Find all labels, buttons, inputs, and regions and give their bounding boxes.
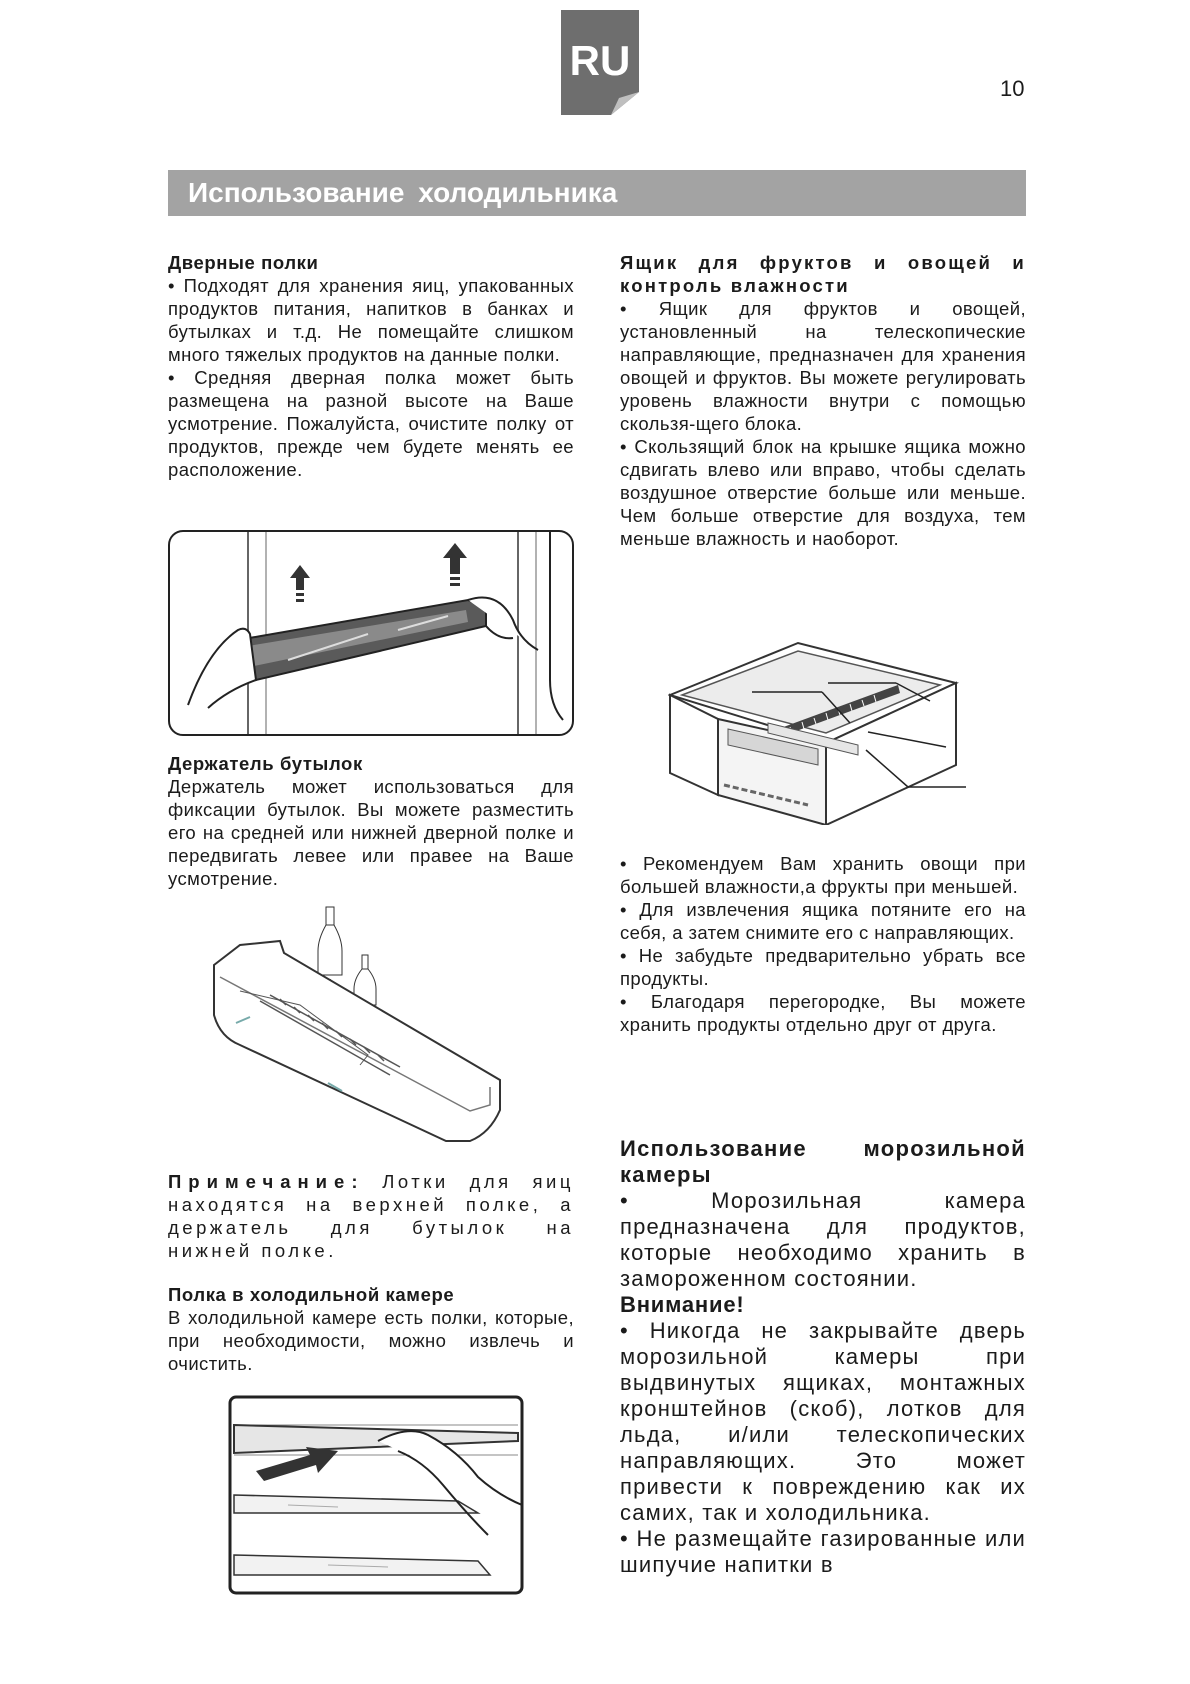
page-number: 10	[1000, 76, 1025, 101]
ru-language-badge	[561, 10, 639, 115]
freezer-paragraph-2: • Никогда не закрывайте дверь морозильной камеры при выдвинутых ящиках, монтажных кронштейнов (скоб), лотков для льда, и/или телескопических направляющих. Это может привести к повреждению как их самих, так и холодильника.	[620, 1318, 1026, 1525]
crisper-section	[620, 251, 1026, 550]
crisper-paragraph-1: • Ящик для фруктов и овощей, установленный на телескопические направляющие, предназначен для хранения овощей и фруктов. Вы можете регулировать уровень влажности внутри с помощью скользя-щего блока.	[620, 298, 1026, 434]
lang-badge-text: RU	[569, 37, 631, 84]
freezer-warning-label: Внимание!	[620, 1292, 745, 1317]
page-title: Использование холодильника	[168, 170, 1026, 216]
crisper-paragraph-2: • Скользящий блок на крышке ящика можно сдвигать влево или вправо, чтобы сделать воздушное отверстие больше или меньше. Чем больше отверстие для воздуха, тем меньше влажность и наоборот.	[620, 436, 1026, 549]
bottle-holder-paragraph: Держатель может использоваться для фиксации бутылок. Вы можете разместить его на средней или нижней дверной полке и передвигать левее или правее на Ваше усмотрение.	[168, 776, 574, 889]
bottle-holder-section	[168, 752, 574, 890]
door-shelves-heading: Дверные полки	[168, 252, 319, 273]
fridge-shelf-heading: Полка в холодильной камере	[168, 1284, 455, 1305]
freezer-section	[620, 1136, 1026, 1578]
note-label: Примечание:	[168, 1171, 365, 1192]
note-section	[168, 1170, 574, 1262]
freezer-heading: Использование морозильной камеры	[620, 1136, 1026, 1187]
crisper-bullet-1: • Рекомендуем Вам хранить овощи при большей влажности,а фрукты при меньшей.	[620, 853, 1026, 897]
fridge-shelf-illustration	[228, 1395, 524, 1595]
note-text: Лотки для яиц находятся на верхней полке, а держатель для бутылок на нижней полке.	[168, 1171, 574, 1261]
crisper-bullet-4: • Благодаря перегородке, Вы можете хранить продукты отдельно друг от друга.	[620, 991, 1026, 1035]
door-shelves-paragraph-2: • Средняя дверная полка может быть размещена на разной высоте на Ваше усмотрение. Пожалуйста, очистите полку от продуктов, прежде чем будете менять ее расположение.	[168, 367, 574, 480]
fridge-shelf-section	[168, 1283, 574, 1375]
freezer-paragraph-3: • Не размещайте газированные или шипучие напитки в	[620, 1526, 1026, 1577]
door-shelves-paragraph-1: • Подходят для хранения яиц, упакованных продуктов питания, напитков в банках и бутылках и т.д. Не помещайте слишком много тяжелых продуктов на данные полки.	[168, 275, 574, 365]
bottle-holder-illustration	[200, 905, 520, 1147]
bottle-icon	[318, 907, 342, 975]
crisper-drawer-illustration	[668, 625, 968, 825]
door-shelf-illustration	[168, 530, 574, 736]
bottle-holder-heading: Держатель бутылок	[168, 753, 363, 774]
door-shelves-section	[168, 251, 574, 481]
freezer-paragraph-1: • Морозильная камера предназначена для продуктов, которые необходимо хранить в замороженном состоянии.	[620, 1188, 1026, 1291]
crisper-bullet-2: • Для извлечения ящика потяните его на себя, а затем снимите его с направляющих.	[620, 899, 1026, 943]
crisper-heading: Ящик для фруктов и овощей и контроль влажности	[620, 252, 1026, 296]
fridge-shelf-paragraph: В холодильной камере есть полки, которые, при необходимости, можно извлечь и очистить.	[168, 1307, 574, 1374]
crisper-bullet-3: • Не забудьте предварительно убрать все продукты.	[620, 945, 1026, 989]
crisper-bullets	[620, 852, 1026, 1036]
